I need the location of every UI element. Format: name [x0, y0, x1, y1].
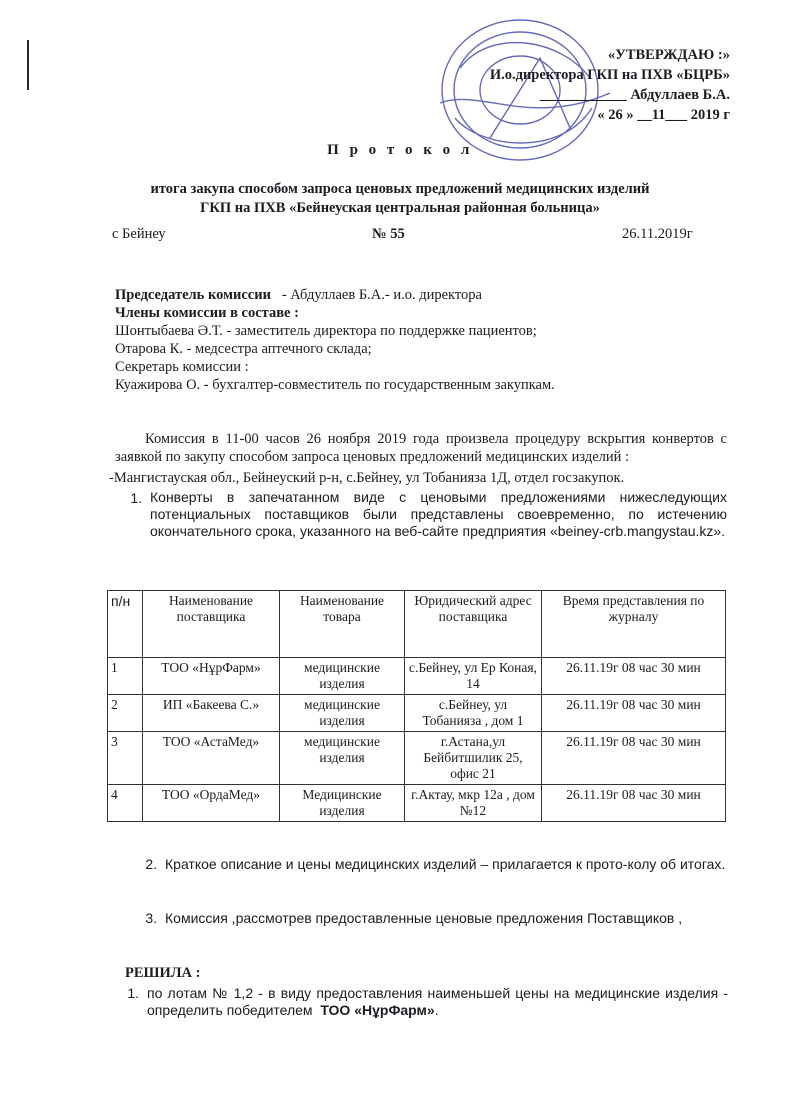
intro-item-1: [115, 489, 727, 540]
secretary: Куажирова О. - бухгалтер-совместитель по государственным закупкам.: [115, 377, 555, 393]
intro-block: [109, 430, 727, 540]
header-cell: п/н: [108, 591, 143, 658]
meta-number: № 55: [372, 226, 405, 242]
member-2: Отарова К. - медсестра аптечного склада;: [115, 341, 372, 357]
cell: Медицинские изделия: [280, 785, 405, 822]
chairman-label: Председатель комиссии: [115, 287, 271, 303]
cell: медицинские изделия: [280, 732, 405, 785]
approval-title: «УТВЕРЖДАЮ :»: [607, 47, 730, 63]
subtitle-line-1: итога закупа способом запроса ценовых предложений медицинских изделий: [150, 181, 650, 197]
members-label: Члены комиссии в составе :: [115, 305, 299, 321]
decision-number: 1.: [127, 985, 139, 1001]
cell: медицинские изделия: [280, 658, 405, 695]
cell: 2: [108, 695, 143, 732]
approval-signature: ____________ Абдуллаев Б.А.: [539, 87, 730, 103]
cell: 26.11.19г 08 час 30 мин: [542, 732, 726, 785]
table-row: [108, 695, 726, 732]
decision-label: РЕШИЛА :: [125, 965, 201, 981]
cell: г.Астана,ул Бейбитшилик 25, офис 21: [405, 732, 542, 785]
cell: с.Бейнеу, ул Ер Коная, 14: [405, 658, 542, 695]
table-row: [108, 785, 726, 822]
secretary-label: Секретарь комиссии :: [115, 359, 249, 375]
cell: 4: [108, 785, 143, 822]
decision-winner: ТОО «НұрФарм»: [320, 1002, 435, 1018]
header-cell: Наименование товара: [280, 591, 405, 658]
document-subtitle: [0, 180, 800, 218]
cell: ТОО «ОрдаМед»: [143, 785, 280, 822]
table-row: [108, 732, 726, 785]
cell: 26.11.19г 08 час 30 мин: [542, 785, 726, 822]
cell: с.Бейнеу, ул Тобанияза , дом 1: [405, 695, 542, 732]
section-2: [130, 856, 727, 873]
table-header-row: [108, 591, 726, 658]
item-text: Конверты в запечатанном виде с ценовыми предложениями нижеследующих потенциальных поставщиков были представлены своевременно, по истечению окончательного срока, указанного на веб-сайте предприятия «beiney-crb.mangystau.kz».: [150, 489, 727, 539]
subtitle-line-2: ГКП на ПХВ «Бейнеуская центральная районная больница»: [200, 200, 600, 216]
cell: 1: [108, 658, 143, 695]
suppliers-table: [107, 590, 726, 822]
approval-position: И.о.директора ГКП на ПХВ «БЦРБ»: [489, 67, 730, 83]
commission-block: [115, 286, 715, 394]
header-cell: Юридический адрес поставщика: [405, 591, 542, 658]
header-cell: Время представления по журналу: [542, 591, 726, 658]
approval-date: « 26 » __11___ 2019 г: [597, 107, 730, 123]
approval-block: [430, 45, 730, 125]
meta-date: 26.11.2019г: [622, 226, 693, 242]
section-3: [130, 910, 727, 927]
cell: 3: [108, 732, 143, 785]
decision-text-wrap: [147, 985, 728, 1019]
section-text: Краткое описание и цены медицинских изделий – прилагается к прото-колу об итогах.: [165, 856, 726, 872]
header-cell: Наименование поставщика: [143, 591, 280, 658]
item-number: 1.: [130, 490, 142, 506]
cell: ИП «Бакеева С.»: [143, 695, 280, 732]
cell: г.Актау, мкр 12а , дом №12: [405, 785, 542, 822]
section-number: 3.: [145, 910, 157, 926]
intro-para-2: -Мангистауская обл., Бейнеуский р-н, с.Бейнеу, ул Тобанияза 1Д, отдел госзакупок.: [109, 470, 625, 486]
table-row: [108, 658, 726, 695]
cell: ТОО «АстаМед»: [143, 732, 280, 785]
cell: ТОО «НұрФарм»: [143, 658, 280, 695]
member-1: Шонтыбаева Ә.Т. - заместитель директора по поддержке пациентов;: [115, 323, 537, 339]
margin-mark: [27, 40, 29, 90]
meta-place: с Бейнеу: [112, 226, 166, 242]
decision-item: [112, 985, 728, 1019]
intro-para-1: Комиссия в 11-00 часов 26 ноября 2019 года произвела процедуру вскрытия конвертов с заявкой по закупу способом запроса ценовых предложений медицинских изделий :: [115, 431, 727, 465]
section-number: 2.: [145, 856, 157, 872]
decision-end: .: [434, 1002, 439, 1018]
chairman: - Абдуллаев Б.А.- и.о. директора: [281, 287, 482, 303]
section-text: Комиссия ,рассмотрев предоставленные ценовые предложения Поставщиков ,: [165, 910, 683, 926]
decision-text: по лотам № 1,2 - в виду предоставления наименьшей цены на медицинские изделия - определить победителем: [147, 985, 728, 1018]
document-title: П р о т о к о л: [327, 142, 473, 158]
cell: 26.11.19г 08 час 30 мин: [542, 695, 726, 732]
cell: 26.11.19г 08 час 30 мин: [542, 658, 726, 695]
cell: медицинские изделия: [280, 695, 405, 732]
